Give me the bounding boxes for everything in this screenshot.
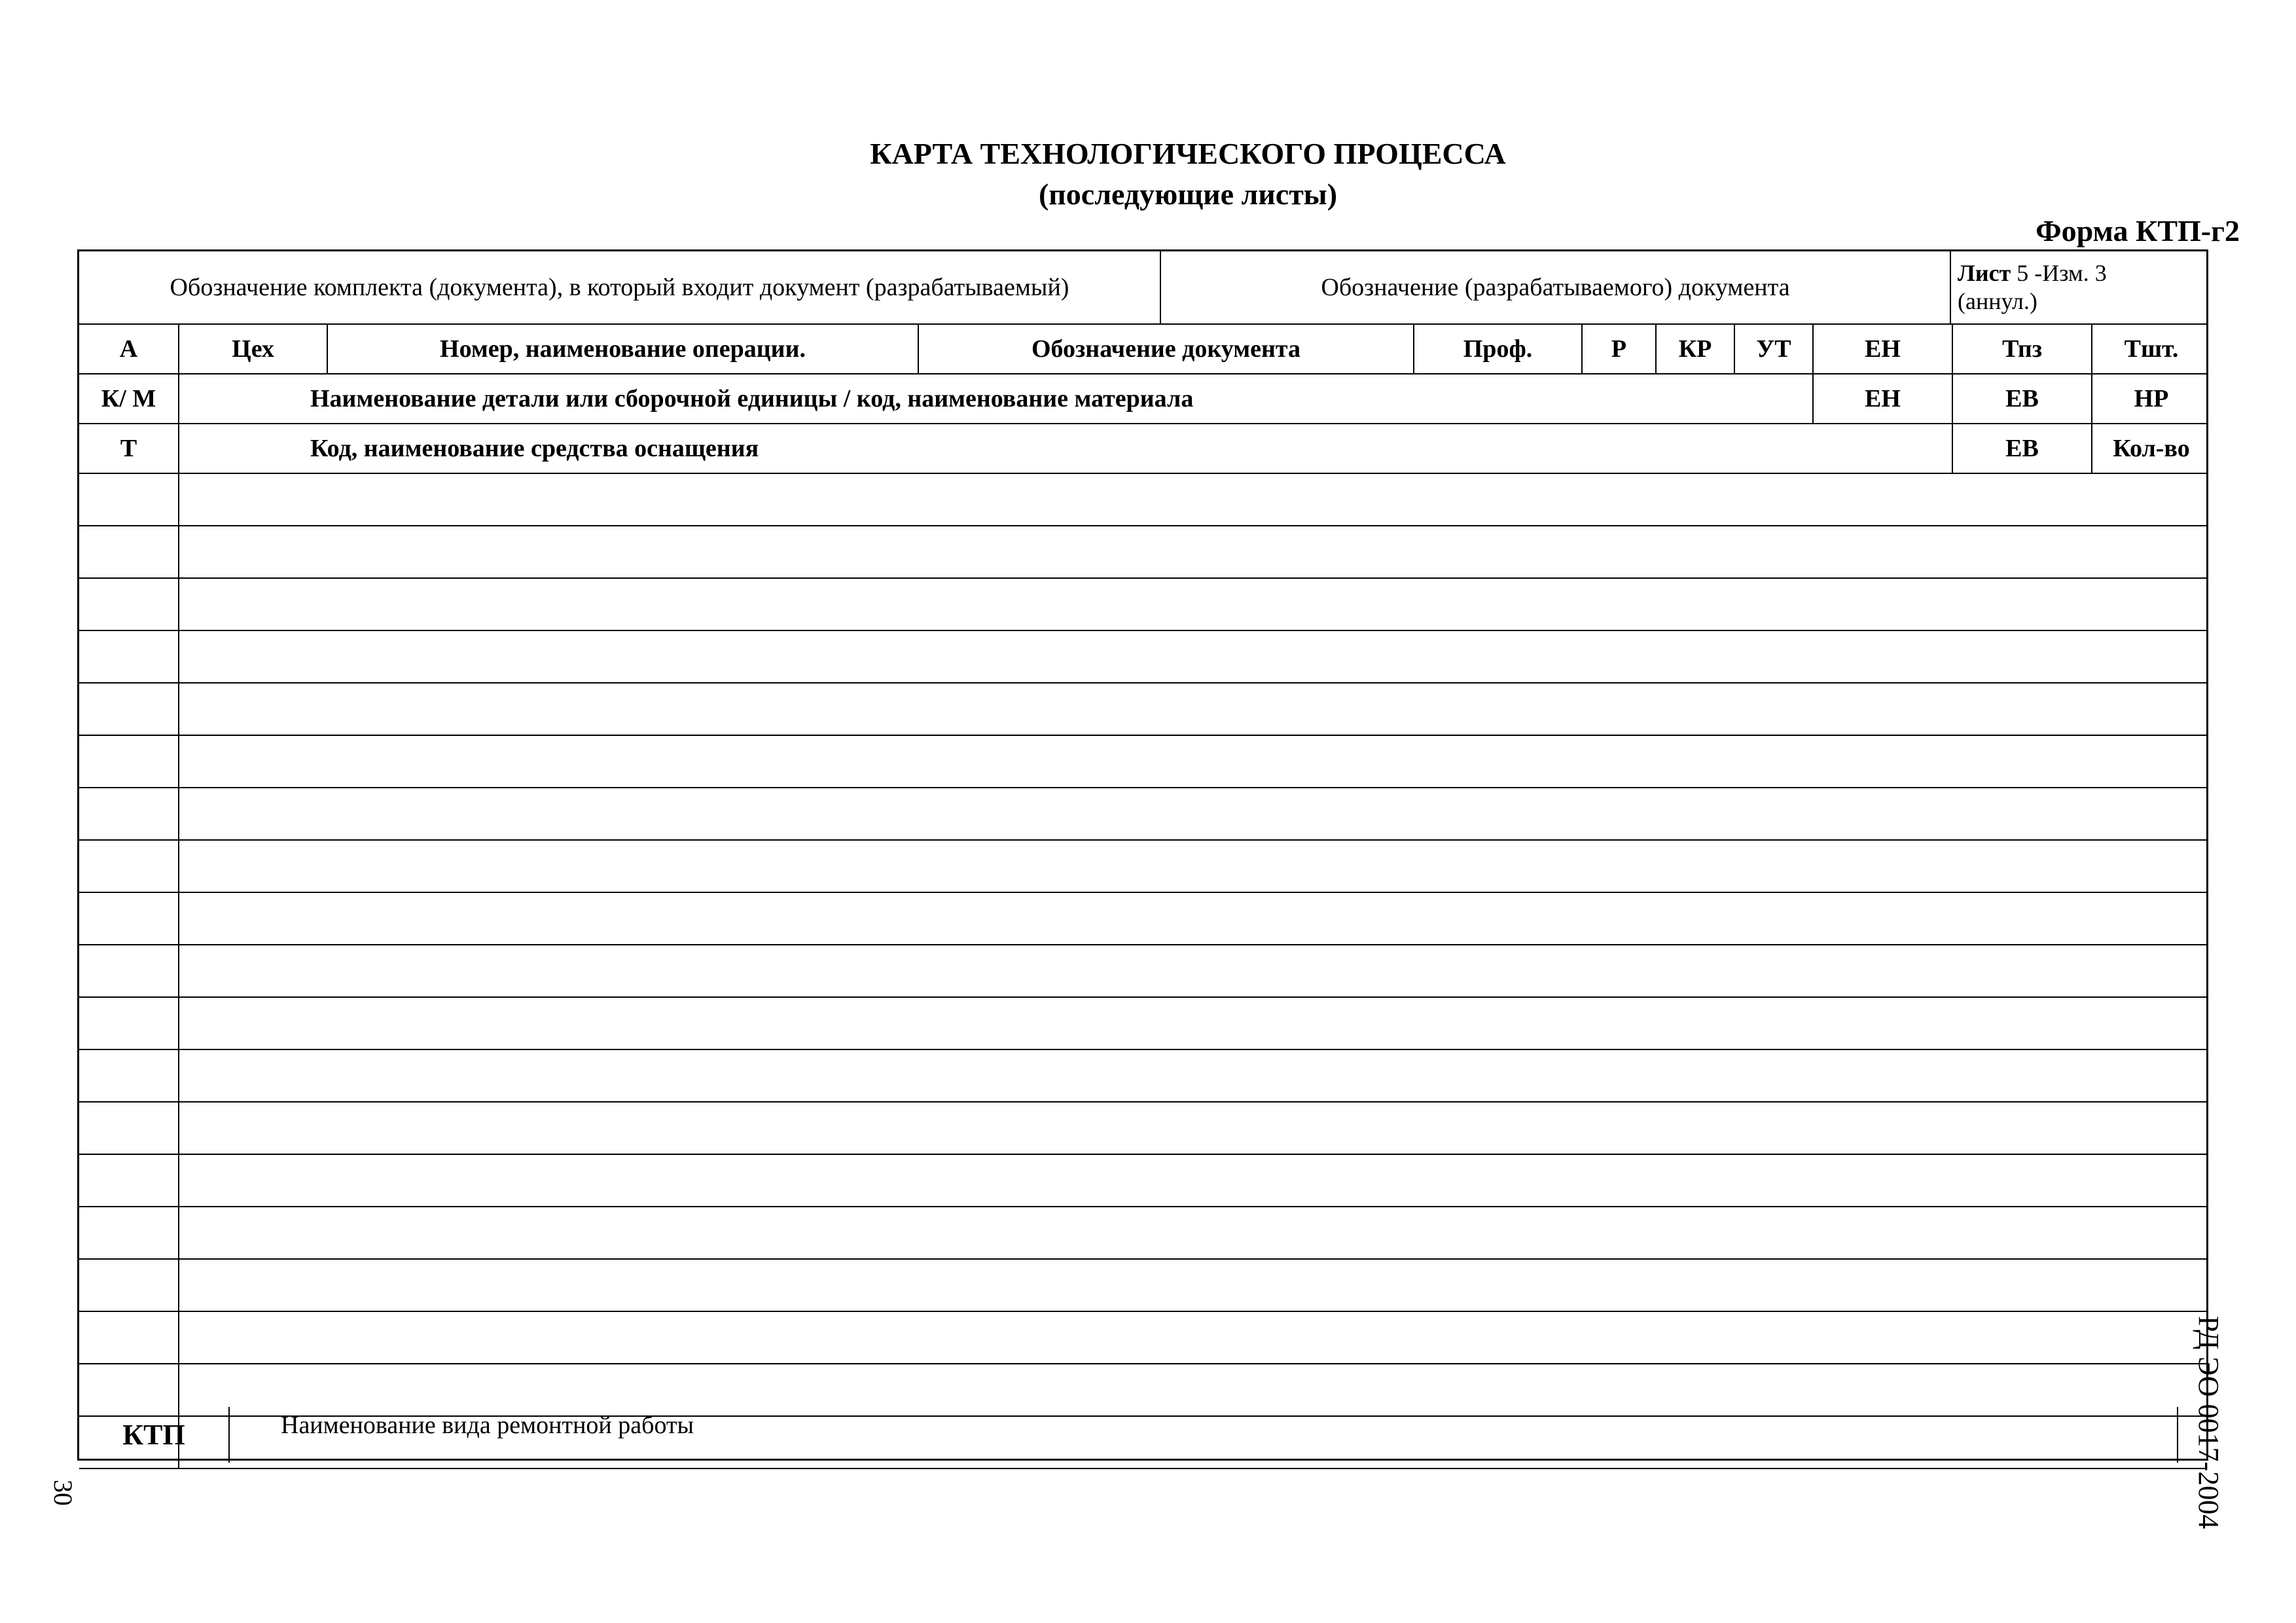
sheet-value: 5 -Изм. 3 bbox=[2017, 259, 2107, 286]
row-code-cell[interactable] bbox=[79, 998, 179, 1049]
table-row bbox=[79, 526, 2206, 579]
document-designation-cell[interactable] bbox=[1161, 251, 1951, 323]
col-qty-header: Кол-во bbox=[2113, 435, 2190, 462]
col-kr-header: КР bbox=[1657, 325, 1735, 373]
table-row bbox=[79, 788, 2206, 841]
ktp-footer-row bbox=[79, 1407, 2206, 1463]
col-profession-header: Проф. bbox=[1414, 325, 1583, 373]
page-title: КАРТА ТЕХНОЛОГИЧЕСКОГО ПРОЦЕССА bbox=[870, 137, 1506, 170]
row-content-cell[interactable] bbox=[179, 579, 2210, 630]
header-row-4 bbox=[79, 424, 2206, 474]
col-ev-header: ЕВ bbox=[1953, 374, 2092, 423]
row-code-cell[interactable] bbox=[79, 1260, 179, 1311]
row-code-cell[interactable] bbox=[79, 1155, 179, 1206]
row-code-cell[interactable] bbox=[79, 788, 179, 839]
page-number: 30 bbox=[48, 1480, 78, 1506]
col-document-header: Обозначение документа bbox=[919, 325, 1414, 373]
col-t-header: Т bbox=[79, 424, 179, 473]
col-workshop-header: Цех bbox=[179, 325, 328, 373]
row-code-cell[interactable] bbox=[79, 631, 179, 682]
row-content-cell[interactable] bbox=[179, 526, 2210, 577]
table-row bbox=[79, 579, 2206, 631]
row-code-cell[interactable] bbox=[79, 945, 179, 996]
table-row bbox=[79, 1155, 2206, 1207]
row-content-cell[interactable] bbox=[179, 841, 2210, 892]
row-content-cell[interactable] bbox=[179, 945, 2210, 996]
table-row bbox=[79, 1103, 2206, 1155]
row-content-cell[interactable] bbox=[179, 1050, 2210, 1101]
sheet-label: Лист bbox=[1958, 259, 2011, 286]
col-tsht-header: Тшт. bbox=[2124, 335, 2179, 363]
header-row-1 bbox=[79, 251, 2206, 325]
col-r-header: Р bbox=[1583, 325, 1657, 373]
table-row bbox=[79, 474, 2206, 526]
table-row bbox=[79, 1207, 2206, 1260]
table-row bbox=[79, 841, 2206, 893]
row-code-cell[interactable] bbox=[79, 736, 179, 787]
row-content-cell[interactable] bbox=[179, 631, 2210, 682]
col-nr-header: НР bbox=[2134, 385, 2169, 412]
table-row bbox=[79, 1312, 2206, 1364]
row-content-cell[interactable] bbox=[179, 998, 2210, 1049]
form-name: Форма КТП-г2 bbox=[2036, 214, 2240, 247]
row-code-cell[interactable] bbox=[79, 526, 179, 577]
row-content-cell[interactable] bbox=[179, 474, 2210, 525]
row-code-cell[interactable] bbox=[79, 893, 179, 944]
row-code-cell[interactable] bbox=[79, 684, 179, 735]
col-part-name-header: Наименование детали или сборочной единицы / код, наименование материала bbox=[179, 374, 1814, 423]
ktp-code-cell: КТП bbox=[79, 1407, 230, 1463]
table-row bbox=[79, 736, 2206, 788]
table-row bbox=[79, 998, 2206, 1050]
row-content-cell[interactable] bbox=[179, 1155, 2210, 1206]
page-subtitle: (последующие листы) bbox=[1038, 177, 1338, 211]
row-code-cell[interactable] bbox=[79, 1103, 179, 1154]
header-row-2 bbox=[79, 325, 2206, 374]
document-designation-label: Обозначение (разрабатываемого) документа bbox=[1321, 274, 1790, 301]
sheet-note: (аннул.) bbox=[1958, 288, 2037, 314]
col-ut-header: УТ bbox=[1735, 325, 1814, 373]
row-content-cell[interactable] bbox=[179, 893, 2210, 944]
col-equipment-header: Код, наименование средства оснащения bbox=[179, 424, 1953, 473]
row-content-cell[interactable] bbox=[179, 1312, 2210, 1363]
table-row bbox=[79, 893, 2206, 945]
row-code-cell[interactable] bbox=[79, 474, 179, 525]
row-content-cell[interactable] bbox=[179, 1260, 2210, 1311]
row-content-cell[interactable] bbox=[179, 736, 2210, 787]
row-content-cell[interactable] bbox=[179, 1103, 2210, 1154]
table-row bbox=[79, 945, 2206, 998]
row-code-cell[interactable] bbox=[79, 1207, 179, 1258]
repair-type-label: Наименование вида ремонтной работы bbox=[281, 1412, 694, 1439]
col-a-header: А bbox=[79, 325, 179, 373]
sheet-cell[interactable] bbox=[1951, 251, 2210, 323]
col-en-header-2: ЕН bbox=[1814, 374, 1953, 423]
process-card-table bbox=[77, 249, 2208, 1461]
table-row bbox=[79, 1050, 2206, 1103]
col-tpz-header: Тпз bbox=[1953, 325, 2092, 373]
repair-type-field[interactable] bbox=[230, 1407, 2178, 1463]
row-code-cell[interactable] bbox=[79, 1312, 179, 1363]
complect-designation-label: Обозначение комплекта (документа), в который входит документ (разрабатываемый) bbox=[170, 274, 1069, 301]
col-km-header: К/ М bbox=[79, 374, 179, 423]
col-operation-header: Номер, наименование операции. bbox=[328, 325, 919, 373]
table-row bbox=[79, 684, 2206, 736]
row-content-cell[interactable] bbox=[179, 1207, 2210, 1258]
document-code: РД ЭО 0017-2004 bbox=[2193, 1316, 2225, 1529]
row-content-cell[interactable] bbox=[179, 684, 2210, 735]
row-code-cell[interactable] bbox=[79, 579, 179, 630]
col-ev-header-2: ЕВ bbox=[1953, 424, 2092, 473]
row-code-cell[interactable] bbox=[79, 841, 179, 892]
table-row bbox=[79, 1260, 2206, 1312]
row-content-cell[interactable] bbox=[179, 788, 2210, 839]
complect-designation-cell[interactable] bbox=[79, 251, 1161, 323]
row-code-cell[interactable] bbox=[79, 1050, 179, 1101]
col-en-header: ЕН bbox=[1814, 325, 1953, 373]
table-row bbox=[79, 631, 2206, 684]
sheet-line bbox=[1958, 259, 2107, 287]
header-row-3 bbox=[79, 374, 2206, 424]
